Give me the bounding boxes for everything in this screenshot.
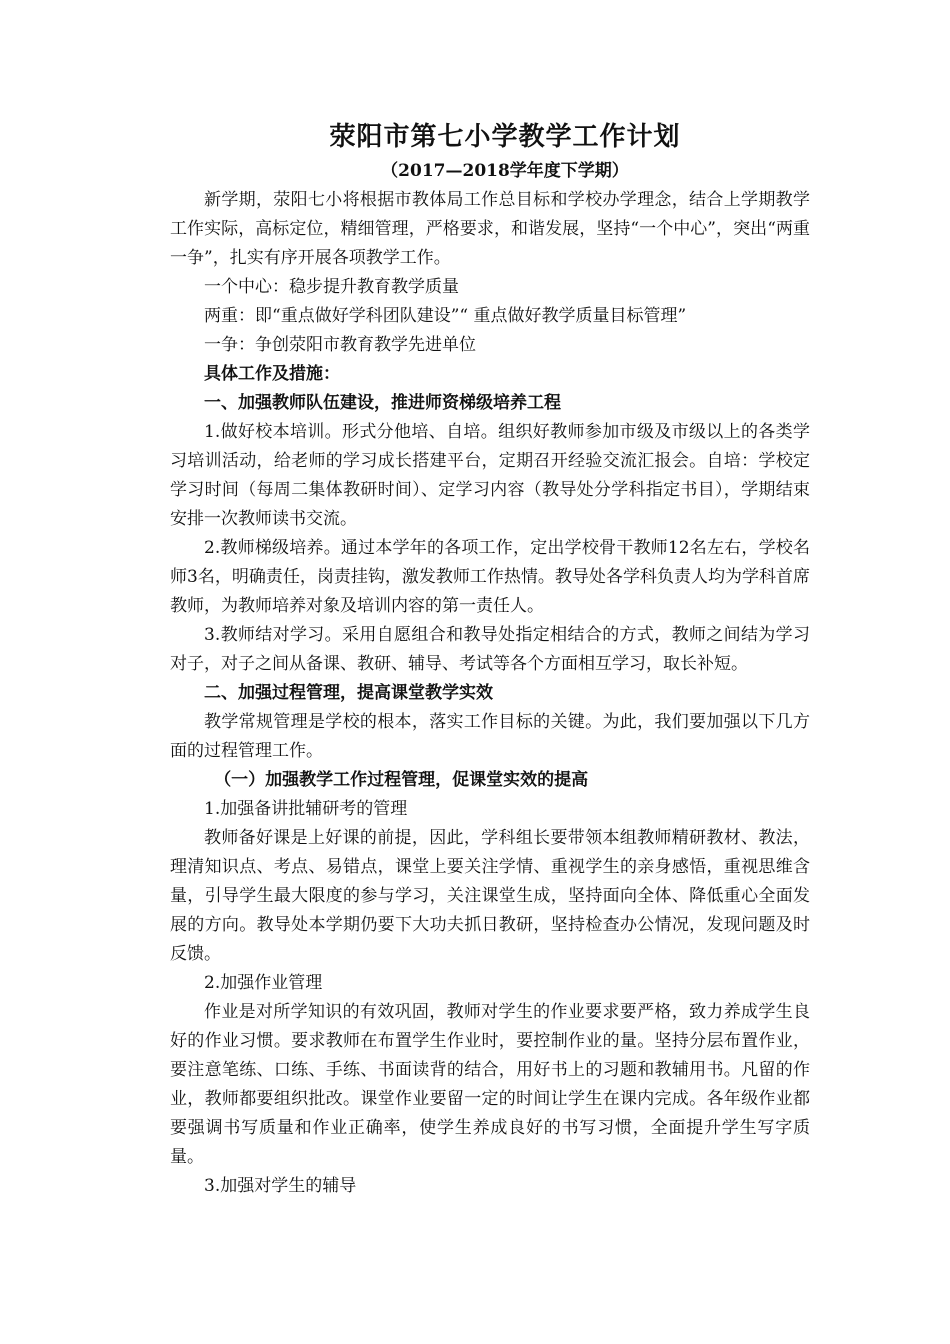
section-1-item-2: 2.教师梯级培养。通过本学年的各项工作，定出学校骨干教师12名左右，学校名师3名，明确责任，岗责挂钩，激发教师工作热情。教导处各学科负责人均为学科首席教师，为教师培养对象及培训内容的第一责任人。 <box>170 538 810 616</box>
section-2-heading: 二、加强过程管理，提高课堂教学实效 <box>204 683 493 703</box>
section-1-heading: 一、加强教师队伍建设，推进师资梯级培养工程 <box>204 393 561 413</box>
subsection-1-item-2-body: 作业是对所学知识的有效巩固，教师对学生的作业要求要严格，致力养成学生良好的作业习惯。要求教师在布置学生作业时，要控制作业的量。坚持分层布置作业，要注意笔练、口练、手练、书面读背的结合，用好书上的习题和教辅用书。凡留的作业，教师都要组织批改。课堂作业要留一定的时间让学生在课内完成。各年级作业都要强调书写质量和作业正确率，使学生养成良好的书写习惯，全面提升学生写字质量。 <box>170 1002 810 1167</box>
subsection-1-heading: （一）加强教学工作过程管理，促课堂实效的提高 <box>214 770 589 790</box>
subsection-1-item-2-title: 2.加强作业管理 <box>204 973 323 993</box>
document-title: 荥阳市第七小学教学工作计划 <box>329 122 681 152</box>
section-1-item-3: 3.教师结对学习。采用自愿组合和教导处指定相结合的方式，教师之间结为学习对子，对子之间从备课、教研、辅导、考试等各个方面相互学习，取长补短。 <box>170 625 810 674</box>
document-subtitle: （2017—2018学年度下学期） <box>381 161 629 181</box>
section-1-item-1: 1.做好校本培训。形式分他培、自培。组织好教师参加市级及市级以上的各类学习培训活动，给老师的学习成长搭建平台，定期召开经验交流汇报会。自培：学校定学习时间（每周二集体教研时间）、定学习内容（教导处分学科指定书目），学期结束安排一次教师读书交流。 <box>170 422 810 529</box>
subsection-1-item-1-title: 1.加强备讲批辅研考的管理 <box>204 799 408 819</box>
document-page <box>170 118 810 1201</box>
section-2-intro: 教学常规管理是学校的根本，落实工作目标的关键。为此，我们要加强以下几方面的过程管理工作。 <box>170 712 810 761</box>
two-priorities-line: 两重：即“重点做好学科团队建设”“ 重点做好教学质量目标管理” <box>204 306 687 326</box>
intro-paragraph: 新学期，荥阳七小将根据市教体局工作总目标和学校办学理念，结合上学期教学工作实际，高标定位，精细管理，严格要求，和谐发展，坚持“一个中心”，突出“两重一争”，扎实有序开展各项教学工作。 <box>170 190 810 268</box>
one-center-line: 一个中心：稳步提升教育教学质量 <box>204 277 459 297</box>
subsection-1-item-3-title: 3.加强对学生的辅导 <box>204 1176 357 1196</box>
measures-heading: 具体工作及措施： <box>204 364 340 384</box>
subsection-1-item-1-body: 教师备好课是上好课的前提，因此，学科组长要带领本组教师精研教材、教法，理清知识点、考点、易错点，课堂上要关注学情、重视学生的亲身感悟，重视思维含量，引导学生最大限度的参与学习，关注课堂生成，坚持面向全体、降低重心全面发展的方向。教导处本学期仍要下大功夫抓日教研，坚持检查办公情况，发现问题及时反馈。 <box>170 828 810 964</box>
one-goal-line: 一争：争创荥阳市教育教学先进单位 <box>204 335 476 355</box>
